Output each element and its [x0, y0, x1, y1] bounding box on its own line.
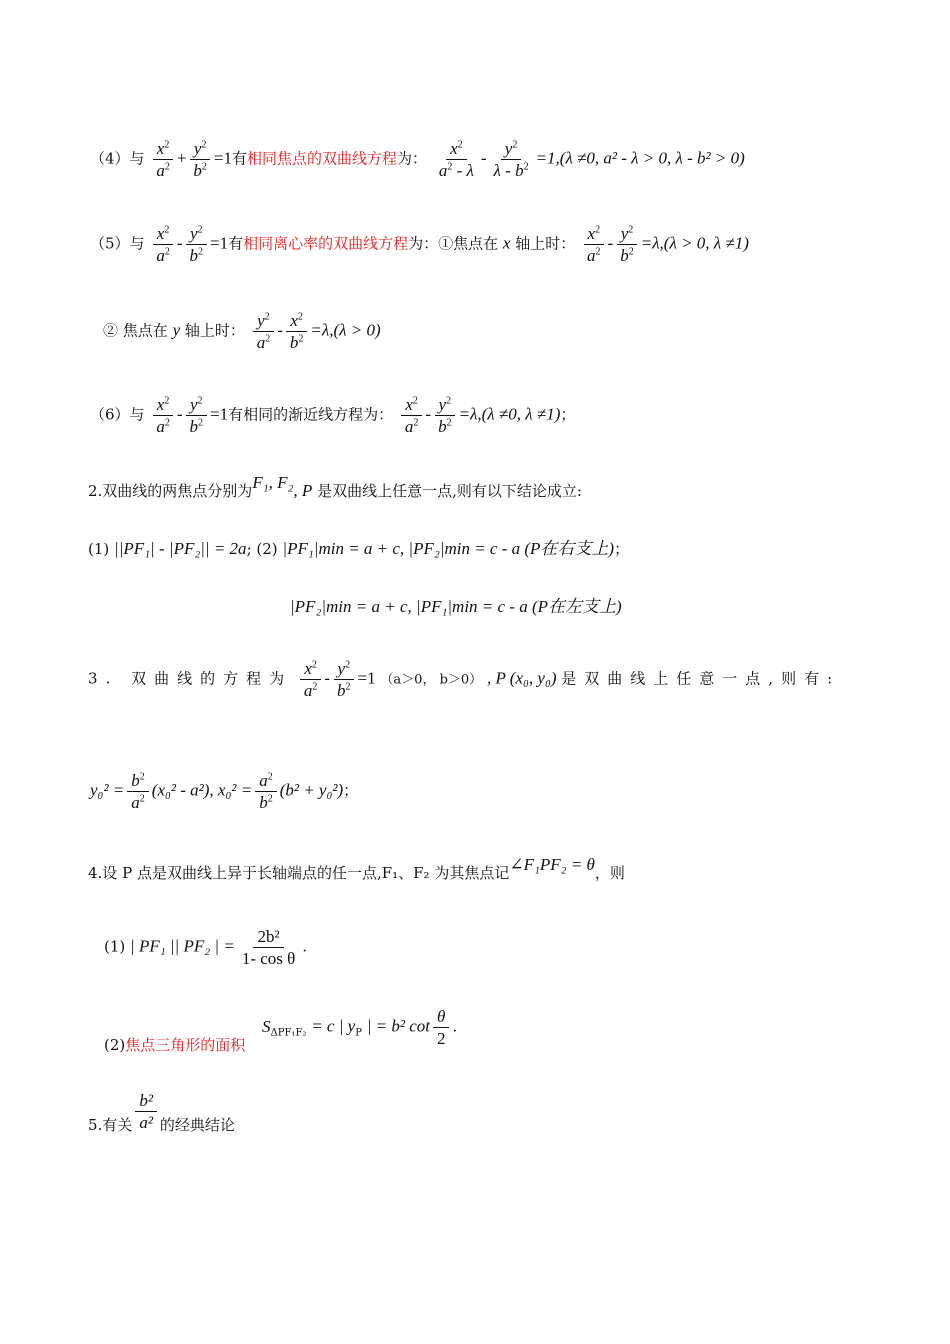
item-5-condition-1: =λ,(λ > 0, λ ≠1) [640, 233, 749, 253]
item-5b-denominator: a² [139, 1113, 153, 1132]
item-5b-text: 的经典结论 [159, 1115, 235, 1134]
fraction-y2-a2: $\frac{y^2}{a^2}$ [253, 312, 275, 351]
item-4b-prefix: 4.设 P 点是双曲线上异于长轴端点的任一点,F₁、F₂ 为其焦点记 [88, 864, 510, 882]
item-4b-c2-tail: | = b² cot [366, 1016, 430, 1036]
c2-denominator: 2 [436, 1029, 446, 1048]
item-2-separator: ; (2) [246, 540, 278, 558]
equals-one: =1 [357, 668, 376, 688]
item-6-num: （6）与 [90, 405, 145, 424]
equals-one: =1 [210, 233, 229, 253]
fraction-y2-b2: $\frac{y^2}{b^2}$ [333, 660, 355, 699]
fraction-x2-a2: $\frac{x^2}{a^2}$ [152, 140, 174, 179]
item-6-text: 有相同的渐近线方程为： [228, 405, 394, 424]
fraction-y2-b2: $\frac{y^2}{b^2}$ [434, 396, 456, 435]
fraction-y2-b2: $\frac{y^2}{b^2}$ [616, 225, 638, 264]
fraction-y2-lambda-b2: $\frac{y^2}{\lambda - b^2}$ [493, 139, 529, 180]
item-3-formula-c: (b² + y₀²) [279, 780, 344, 800]
axis-y: y [172, 320, 181, 340]
item-5b-prefix: 5.有关 [88, 1115, 133, 1134]
item-5-num: （5）与 [90, 234, 145, 253]
item-4-line: （4）与 $\frac{x^2}{a^2}$ + $\frac{y^2}{b^2}$ =1有相同焦点的双曲线方程为： $\frac{x^2}{a^2 - \lambda}$ - $\frac{y^2}{\lambda - b^2}$ =1,(λ ≠0, a² - λ > 0, λ - b² > 0) [90, 139, 745, 180]
item-2-prefix: 2.双曲线的两焦点分别为 [88, 482, 253, 500]
item-3-point: , P (x₀, y₀) [486, 668, 557, 688]
c1-denominator: 1- cos θ [241, 949, 296, 968]
item-6-condition: =λ,(λ ≠0, λ ≠1) [458, 404, 561, 424]
item-6-line: （6）与 $\frac{x^2}{a^2}$ - $\frac{y^2}{b^2}$ =1有相同的渐近线方程为： $\frac{x^2}{a^2}$ - $\frac{y^2}{b^2}$ =λ,(λ ≠0, λ ≠1)； [90, 395, 576, 436]
fraction-y2-b2: $\frac{y^2}{b^2}$ [186, 396, 208, 435]
item-4-num: （4）与 [90, 149, 145, 168]
fraction-y2-b2: $\frac{y^2}{b^2}$ [186, 225, 208, 264]
item-5b-numerator: b² [135, 1092, 157, 1112]
fraction-a2-b2: $\frac{a^2}{b^2}$ [255, 772, 277, 811]
item-4-have: 有 [232, 149, 248, 168]
item-4b-c2-label: (2) [104, 1035, 126, 1054]
item-2-conclusions [88, 540, 629, 557]
item-4b-c2-end: . [452, 1017, 458, 1036]
c1-numerator: 2b² [253, 928, 283, 948]
item-2-c1-label: (1) [88, 540, 110, 558]
equals-one: =1 [210, 404, 229, 424]
fraction-2b2-1-cos [238, 928, 299, 967]
fraction-x2-a2-lambda: $\frac{x^2}{a^2 - \lambda}$ [438, 139, 474, 180]
item-5-line2-prefix: ② 焦点在 [103, 321, 168, 340]
item-2-line [88, 473, 582, 500]
item-5-have: 有 [228, 234, 244, 253]
item-4b-c2-sub2: P [355, 1027, 362, 1039]
item-2-c2: |PF₁|min = a + c, |PF₂|min = c - a (P在右支上) [282, 539, 615, 558]
item-4b-c1-label: (1) [104, 937, 126, 956]
fraction-x2-a2: $\frac{x^2}{a^2}$ [583, 225, 605, 264]
item-4b-c2-red: 焦点三角形的面积 [125, 1035, 246, 1054]
item-6-end: ； [560, 405, 576, 424]
item-5-line: （5）与 $\frac{x^2}{a^2}$ - $\frac{y^2}{b^2}$ =1有相同离心率的双曲线方程为：①焦点在 x 轴上时： $\frac{x^2}{a^2}$ - $\frac{y^2}{b^2}$ =λ,(λ > 0, λ ≠1) [90, 224, 749, 265]
item-5-line-2: ② 焦点在 y 轴上时： $\frac{y^2}{a^2}$ - $\frac{x^2}{b^2}$ =λ,(λ > 0) [103, 311, 381, 352]
item-3-line: 3. 双曲线的方程为 $\frac{x^2}{a^2}$ - $\frac{y^2}{b^2}$ =1 （a＞0， b＞0） , P (x₀, y₀) 是双曲线上任意一点,则有: [88, 659, 841, 700]
fraction-x2-a2: $\frac{x^2}{a^2}$ [152, 396, 174, 435]
item-4b-c1-left: | PF₁ || PF₂ | = [130, 936, 235, 956]
item-5-colon: 为：①焦点在 [408, 234, 499, 253]
item-2-c3: |PF₂|min = a + c, |PF₁|min = c - a (P在左支上) [290, 597, 622, 616]
fraction-b2-a2 [135, 1092, 157, 1131]
item-3-text: 是双曲线上任意一点,则有: [561, 669, 841, 688]
item-4b-c1 [104, 928, 307, 967]
item-2-c2-end: ； [614, 540, 630, 558]
item-4b-line [88, 855, 625, 882]
item-4b-c2-mid: = c | y [311, 1016, 356, 1036]
item-2-foci: F₁, F₂ [252, 473, 294, 492]
item-2-text: 是双曲线上任意一点,则有以下结论成立: [317, 482, 582, 500]
fraction-x2-a2: $\frac{x^2}{a^2}$ [300, 660, 322, 699]
item-2-p: , P [293, 481, 313, 500]
item-5-axis-tail: 轴上时： [515, 234, 576, 253]
item-4b-c2 [104, 1007, 458, 1054]
item-4-colon: 为： [397, 149, 428, 168]
item-2-conclusion-3 [290, 598, 622, 615]
item-2-c1: ||PF₁| - |PF₂|| = 2a [114, 539, 247, 558]
item-5b-line [88, 1091, 235, 1134]
item-4b-angle: ∠F₁PF₂ = θ [509, 855, 595, 874]
item-5-line2-tail: 轴上时： [184, 321, 245, 340]
c2-numerator: θ [433, 1008, 449, 1028]
item-4-red-text: 相同焦点的双曲线方程 [247, 149, 398, 168]
fraction-b2-a2: $\frac{b^2}{a^2}$ [127, 772, 149, 811]
item-3-condition: （a＞0， b＞0） [380, 672, 483, 688]
fraction-x2-b2: $\frac{x^2}{b^2}$ [286, 312, 308, 351]
item-3-formula-a: y₀² = [90, 780, 125, 800]
item-3-end: ； [343, 781, 359, 800]
item-3-formula-b: (x₀² - a²), x₀² = [151, 780, 253, 800]
item-4b-c2-s: S [262, 1016, 271, 1036]
fraction-x2-a2: $\frac{x^2}{a^2}$ [401, 396, 423, 435]
item-5-red-text: 相同离心率的双曲线方程 [243, 234, 409, 253]
fraction-y2-b2: $\frac{y^2}{b^2}$ [189, 140, 211, 179]
equals-one: =1 [213, 148, 233, 168]
item-5-condition-2: =λ,(λ > 0) [310, 320, 381, 340]
fraction-x2-a2: $\frac{x^2}{a^2}$ [152, 225, 174, 264]
item-4-condition: =1,(λ ≠0, a² - λ > 0, λ - b² > 0) [535, 148, 745, 168]
item-4b-tail: ，则 [594, 864, 625, 882]
item-3-prefix: 3. 双曲线的方程为 [88, 669, 293, 688]
fraction-theta-2 [433, 1008, 450, 1047]
item-3-formula [90, 772, 358, 811]
item-4b-c1-end: . [302, 937, 308, 956]
axis-x: x [502, 233, 511, 253]
item-4b-c2-sub: ΔPF₁F₂ [270, 1027, 307, 1039]
